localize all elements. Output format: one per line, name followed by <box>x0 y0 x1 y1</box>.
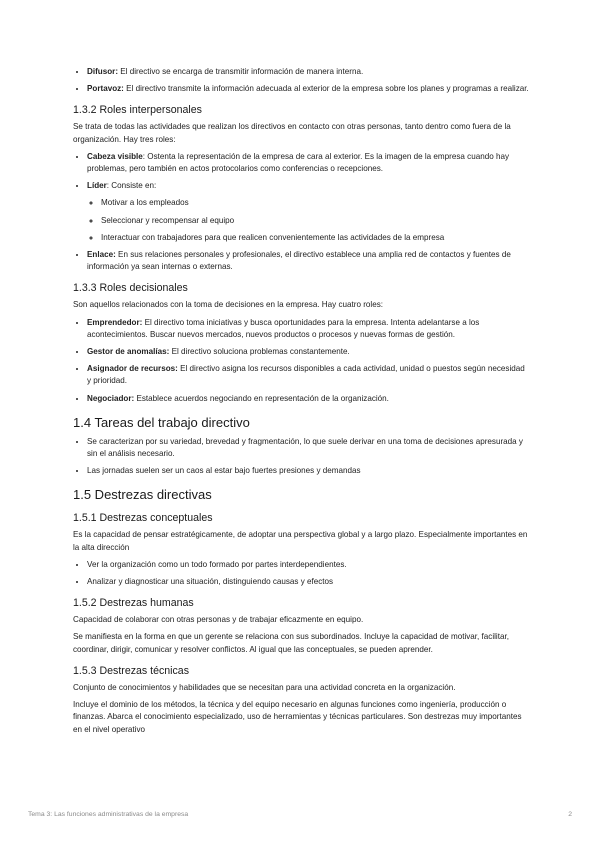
heading-1-5-1: 1.5.1 Destrezas conceptuales <box>73 512 213 525</box>
item-text: El directivo asigna los recursos disponibles a cada actividad, unidad o puestos según necesidad y prioridad. <box>87 364 525 386</box>
list-item: • Se caracterizan por su variedad, brevedad y fragmentación, lo que suele derivar en una toma de decisiones apresurada y sin el análisis necesario. <box>87 436 531 460</box>
page-number: 2 <box>568 811 572 818</box>
heading-1-5-3: 1.5.3 Destrezas técnicas <box>73 664 189 677</box>
paragraph: Capacidad de colaborar con otras personas y de trabajar eficazmente en equipo. <box>73 615 364 625</box>
term: Emprendedor: <box>87 317 143 327</box>
heading-1-3-3: 1.3.3 Roles decisionales <box>73 282 188 295</box>
list-1-3-2 <box>73 151 531 274</box>
paragraph: Se manifiesta en la forma en que un gerente se relaciona con sus subordinados. Incluye la capacidad de motivar, facilitar, coordinar, dirigir, comunicar y resolver conflictos. Al igual que las conceptuales, se pueden aprender. <box>73 632 509 654</box>
term: Difusor: <box>87 67 119 76</box>
term: Líder <box>87 181 107 191</box>
item-text: Establece acuerdos negociando en representación de la organización. <box>134 393 389 403</box>
list-item <box>87 66 531 78</box>
list-item <box>87 180 531 244</box>
item-text: El directivo soluciona problemas constantemente. <box>169 347 350 357</box>
item-text: En sus relaciones personales y profesionales, el directivo establece una amplia red de contactos y fuentes de información ya sean internas o externas. <box>87 250 511 272</box>
list-1-5-1 <box>73 559 531 588</box>
list-item <box>87 83 531 95</box>
list-item <box>87 346 531 358</box>
item-text: El directivo transmite la información adecuada al exterior de la empresa sobre los planes y programas a realizar. <box>123 84 529 94</box>
term: Enlace: <box>87 250 116 260</box>
heading-1-3-2: 1.3.2 Roles interpersonales <box>73 104 202 117</box>
intro-1-3-3: Son aquellos relacionados con la toma de decisiones en la empresa. Hay cuatro roles: <box>73 300 383 310</box>
list-1-4 <box>73 436 531 478</box>
heading-1-5-2: 1.5.2 Destrezas humanas <box>73 597 194 610</box>
list-item <box>87 317 531 341</box>
list-1-3-3 <box>73 317 531 405</box>
leader-sublist <box>87 197 531 244</box>
item-text: El directivo toma iniciativas y busca oportunidades para la empresa. Intenta adelantarse a los acontecimientos. Buscar nuevos mercados, nuevos productos o procesos y nuevas formas de gestión. <box>87 317 480 339</box>
sublist-item: ◦ Motivar a los empleados <box>101 197 531 209</box>
list-item: • Ver la organización como un todo formado por partes interdependientes. <box>87 559 531 571</box>
sublist-item: ◦ Seleccionar y recompensar al equipo <box>101 215 531 227</box>
list-item: • Analizar y diagnosticar una situación, distinguiendo causas y efectos <box>87 576 531 588</box>
footer-title: Tema 3: Las funciones administrativas de la empresa <box>28 811 189 818</box>
intro-1-5-1: Es la capacidad de pensar estratégicamente, de adoptar una perspectiva global y a largo plazo. Especialmente importantes en la alta dirección <box>73 530 528 552</box>
term: Negociador: <box>87 393 135 403</box>
paragraph: Incluye el dominio de los métodos, la técnica y del equipo necesario en algunas funciones como ingeniería, producción o finanzas. Abarca el conocimiento especializado, uso de herramientas y técnicas particulares. Son destrezas muy importantes en el nivel operativo <box>73 700 522 734</box>
intro-1-3-2: Se trata de todas las actividades que realizan los directivos en contacto con otras personas, tanto dentro como fuera de la organización. Hay tres roles: <box>73 122 511 144</box>
page-content <box>73 66 531 741</box>
item-text: : Ostenta la representación de la empresa de cara al exterior. Es la imagen de la empresa cuando hay problemas, pero también en actos protocolarios como conferencias o recepciones. <box>87 151 510 174</box>
page-footer <box>28 810 572 819</box>
list-item <box>87 249 531 273</box>
term: Gestor de anomalías: <box>87 347 170 357</box>
sublist-item: ◦ Interactuar con trabajadores para que realicen convenientemente las actividades de la empresa <box>101 232 531 244</box>
list-item <box>87 363 531 387</box>
list-item <box>87 151 531 175</box>
heading-1-5: 1.5 Destrezas directivas <box>73 487 212 503</box>
list-item <box>87 393 531 405</box>
list-item: • Las jornadas suelen ser un caos al estar bajo fuertes presiones y demandas <box>87 465 531 477</box>
term: Portavoz: <box>87 84 124 94</box>
item-text: : Consiste en: <box>106 181 157 191</box>
paragraph: Conjunto de conocimientos y habilidades que se necesitan para una actividad concreta en la organización. <box>73 682 456 692</box>
top-list <box>73 66 531 95</box>
term: Asignador de recursos: <box>87 364 178 374</box>
heading-1-4: 1.4 Tareas del trabajo directivo <box>73 414 250 430</box>
term: Cabeza visible <box>87 151 143 161</box>
item-text: El directivo se encarga de transmitir información de manera interna. <box>118 67 364 76</box>
